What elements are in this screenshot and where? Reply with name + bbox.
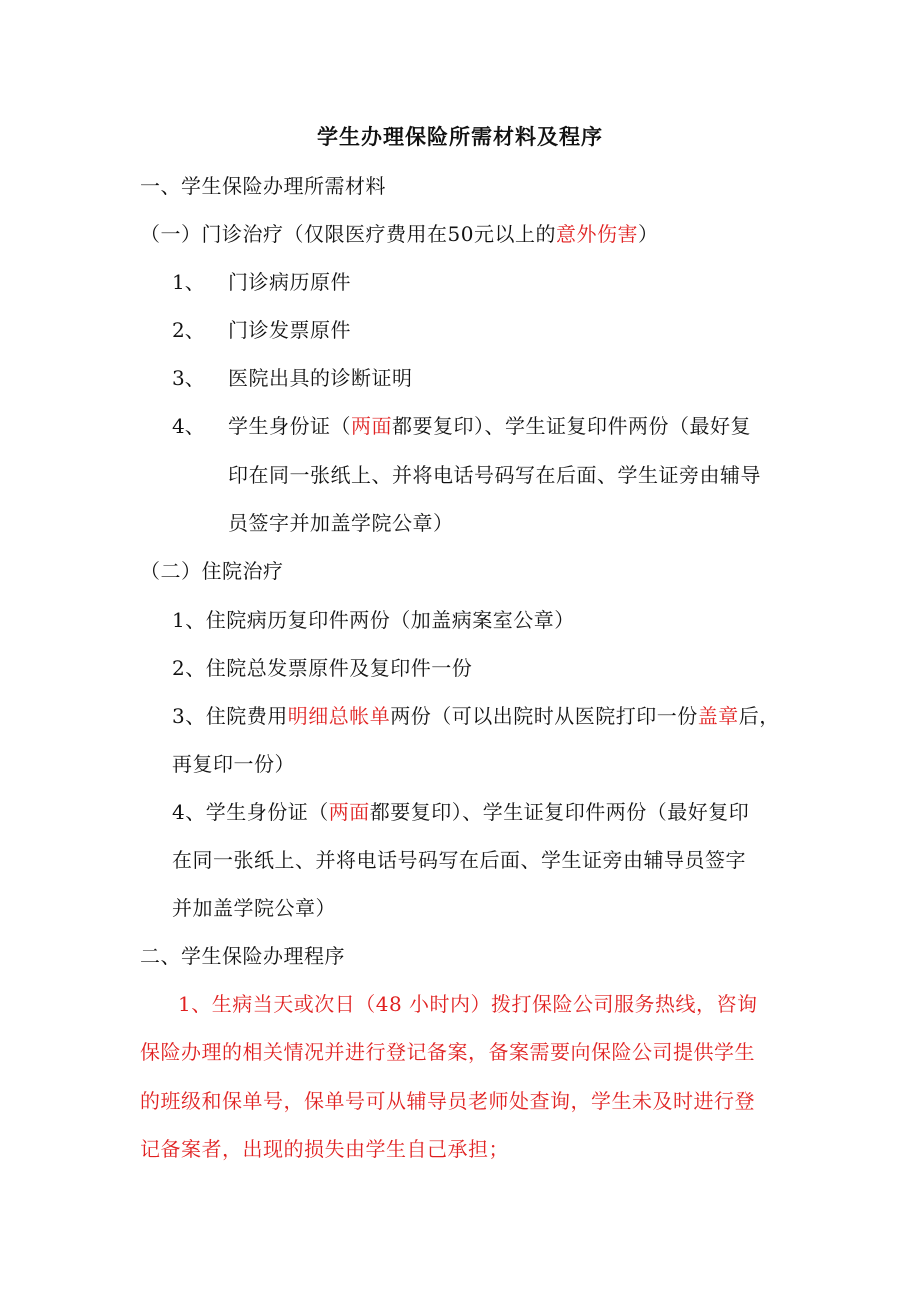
sub1-item4-line1-a: 学生身份证（ <box>228 414 351 438</box>
sub2-item4-a: 4、学生身份证（ <box>172 800 329 824</box>
section2-step1-line1: 1、生病当天或次日（48 小时内）拨打保险公司服务热线，咨询 <box>178 992 758 1016</box>
sub2-item3-line1 <box>172 702 780 730</box>
section2-step1-line4: 记备案者，出现的损失由学生自己承担； <box>140 1137 509 1161</box>
sub1-heading-part-c: ） <box>637 222 659 246</box>
sub2-item4-line1 <box>172 798 749 826</box>
sub2-item3-c: 后， <box>738 704 780 728</box>
sub1-item4-number: 4、 <box>172 414 205 438</box>
sub1-heading-highlight: 意外伤害 <box>555 222 638 246</box>
sub1-item1-number: 1、 <box>172 270 205 294</box>
sub2-item4-highlight: 两面 <box>328 800 370 824</box>
sub2-heading: （二）住院治疗 <box>140 559 284 583</box>
sub1-heading-number: 50 <box>447 222 474 246</box>
sub2-item4-line3: 并加盖学院公章） <box>172 896 336 920</box>
section2-step1-line2: 保险办理的相关情况并进行登记备案，备案需要向保险公司提供学生 <box>140 1040 755 1064</box>
section2-step1-line3: 的班级和保单号，保单号可从辅导员老师处查询，学生未及时进行登 <box>140 1089 755 1113</box>
sub1-heading <box>140 220 658 248</box>
sub2-item3-highlight1: 明细总帐单 <box>287 704 391 728</box>
section1-heading: 一、学生保险办理所需材料 <box>140 174 386 198</box>
sub2-item3-line2: 再复印一份） <box>172 752 295 776</box>
page-title: 学生办理保险所需材料及程序 <box>317 124 603 149</box>
sub1-heading-part-a: （一）门诊治疗（仅限医疗费用在 <box>140 222 448 246</box>
sub1-item4-line2: 印在同一张纸上、并将电话号码写在后面、学生证旁由辅导 <box>228 463 761 487</box>
sub2-item1: 1、住院病历复印件两份（加盖病案室公章） <box>172 608 575 632</box>
sub1-item2-text: 门诊发票原件 <box>228 318 351 342</box>
section2-heading: 二、学生保险办理程序 <box>140 944 345 968</box>
sub1-item4-line3: 员签字并加盖学院公章） <box>228 511 454 535</box>
sub2-item4-line2: 在同一张纸上、并将电话号码写在后面、学生证旁由辅导员签字 <box>172 848 746 872</box>
sub1-item4-line1-b: 都要复印）、学生证复印件两份（最好复 <box>392 414 751 438</box>
sub2-item3-b: 两份（可以出院时从医院打印一份 <box>390 704 698 728</box>
sub1-item2-number: 2、 <box>172 318 205 342</box>
sub1-heading-part-b: 元以上的 <box>473 222 556 246</box>
sub2-item2: 2、住院总发票原件及复印件一份 <box>172 656 473 680</box>
sub2-item3-highlight2: 盖章 <box>697 704 739 728</box>
sub2-item3-a: 3、住院费用 <box>172 704 288 728</box>
sub2-item4-b: 都要复印）、学生证复印件两份（最好复印 <box>369 800 750 824</box>
sub1-item3-text: 医院出具的诊断证明 <box>228 366 413 390</box>
sub1-item4-line1 <box>228 412 751 440</box>
sub1-item1-text: 门诊病历原件 <box>228 270 351 294</box>
sub1-item3-number: 3、 <box>172 366 205 390</box>
sub1-item4-highlight: 两面 <box>351 414 392 438</box>
